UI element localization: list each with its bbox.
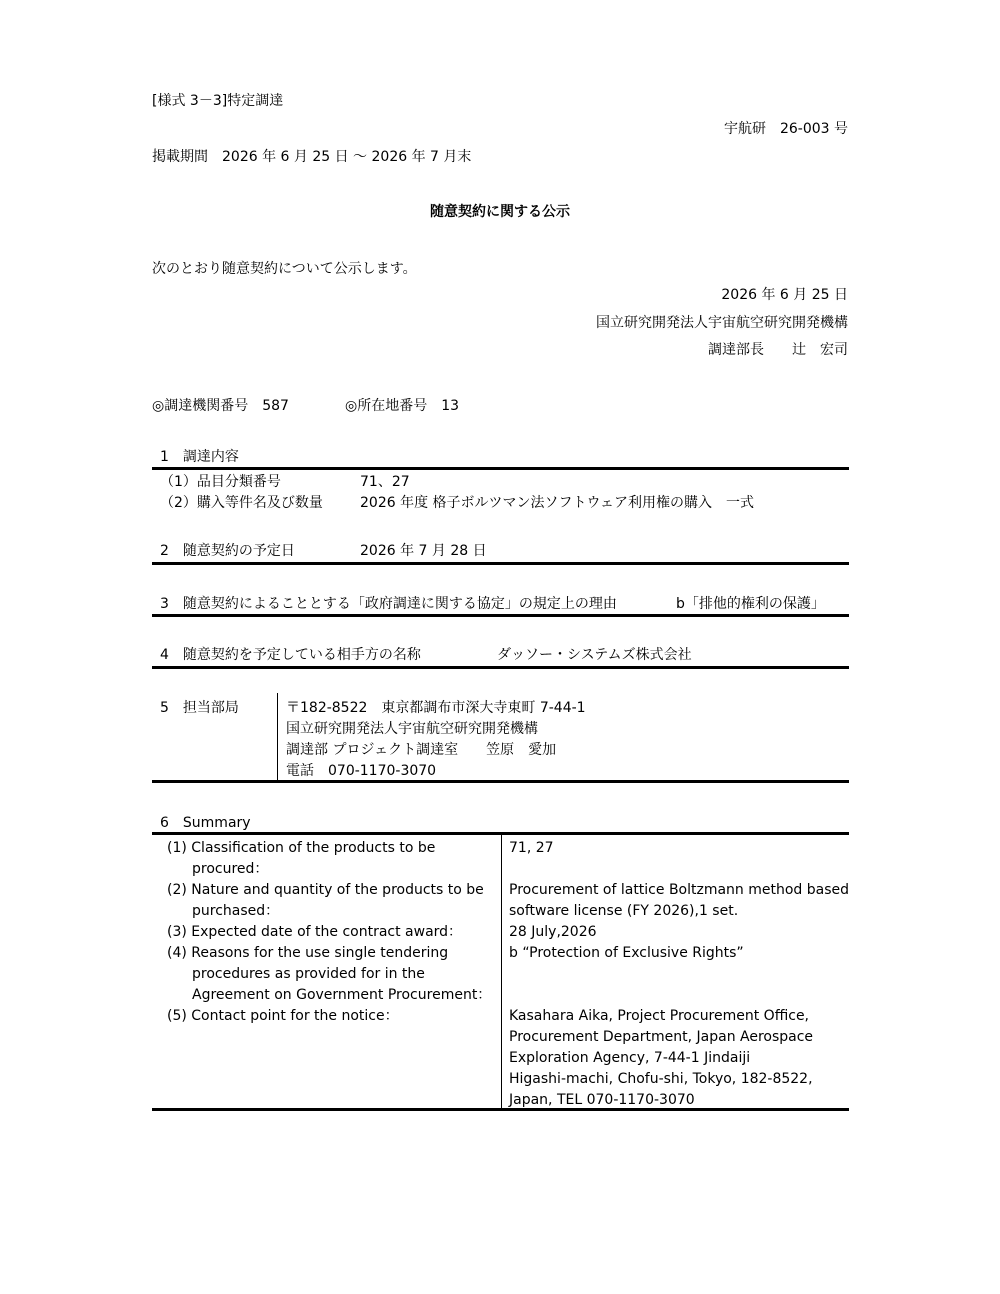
form-label: [様式 3－3]特定調達 [152,93,284,109]
section5-divider [277,693,278,781]
section3-rule [152,614,849,617]
section4-rule [152,666,849,669]
section1-rule [152,467,849,470]
summary-value: b “Protection of Exclusive Rights” [509,945,744,961]
summary-label: (4) Reasons for the use single tendering [167,945,449,961]
section2-rule [152,562,849,565]
section5-line: 国立研究開発法人宇宙航空研究開発機構 [286,721,538,737]
agency-code: ◎調達機関番号 587 [152,398,289,414]
section6-divider [501,835,502,1108]
summary-label: (3) Expected date of the contract award： [167,924,463,940]
official-name: 調達部長 辻 宏司 [708,342,848,358]
page-title: 随意契約に関する公示 [430,204,570,220]
section5-line: 〒182-8522 東京都調布市深大寺東町 7-44-1 [286,700,586,716]
summary-label: (2) Nature and quantity of the products to be [167,882,484,898]
section1-heading: 1 調達内容 [160,449,239,465]
organization-name: 国立研究開発法人宇宙航空研究開発機構 [596,315,848,331]
intro-text: 次のとおり随意契約について公示します。 [152,261,417,277]
summary-value: 28 July,2026 [509,924,597,940]
section5-rule [152,780,849,783]
summary-value: Procurement Department, Japan Aerospace [509,1029,814,1045]
document-number: 宇航研 26-003 号 [723,121,848,137]
summary-value: Procurement of lattice Boltzmann method based [509,882,850,898]
section1-item2-label: （2）購入等件名及び数量 [160,495,323,511]
summary-label: procedures as provided for in the [192,966,425,982]
summary-label: procured： [192,861,269,877]
section6-heading: 6 Summary [160,815,251,831]
summary-value: 71, 27 [509,840,554,856]
summary-label: purchased： [192,903,280,919]
section1-item2-value: 2026 年度 格子ボルツマン法ソフトウェア利用権の購入 一式 [360,495,754,511]
summary-value: Exploration Agency, 7-44-1 Jindaiji [509,1050,751,1066]
summary-value: software license (FY 2026),1 set. [509,903,739,919]
summary-value: Higashi-machi, Chofu-shi, Tokyo, 182-8522, [509,1071,813,1087]
section2-value: 2026 年 7 月 28 日 [360,543,487,559]
summary-value: Kasahara Aika, Project Procurement Office, [509,1008,810,1024]
section3-value: b「排他的権利の保護」 [676,596,825,612]
section3-heading: 3 随意契約によることとする「政府調達に関する協定」の規定上の理由 [160,596,617,612]
section2-heading: 2 随意契約の予定日 [160,543,295,559]
posting-period: 掲載期間 2026 年 6 月 25 日 〜 2026 年 7 月末 [152,149,472,165]
section1-item1-value: 71、27 [360,474,410,490]
section1-item1-label: （1）品目分類番号 [160,474,281,490]
section5-line: 調達部 プロジェクト調達室 笠原 愛加 [286,742,557,758]
section5-line: 電話 070-1170-3070 [286,763,437,779]
section5-heading: 5 担当部局 [160,700,239,716]
section4-heading: 4 随意契約を予定している相手方の名称 [160,647,421,663]
summary-value: Japan, TEL 070-1170-3070 [509,1092,695,1108]
section6-bottom-rule [152,1108,849,1111]
notice-date: 2026 年 6 月 25 日 [721,287,848,303]
section4-value: ダッソー・システムズ株式会社 [497,647,692,663]
summary-label: (5) Contact point for the notice： [167,1008,399,1024]
location-code: ◎所在地番号 13 [345,398,460,414]
summary-label: Agreement on Government Procurement： [192,987,492,1003]
summary-label: (1) Classification of the products to be [167,840,436,856]
